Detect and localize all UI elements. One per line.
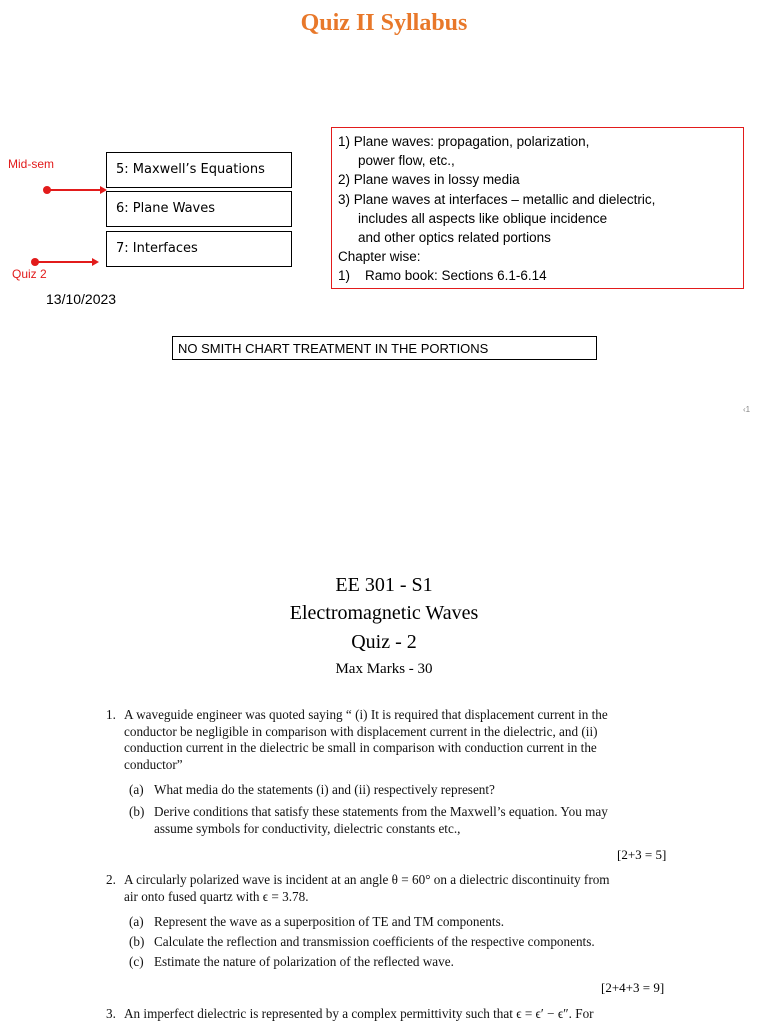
quiz2-arrow-line [37,261,93,263]
q1-line: conductor be negligible in comparison with displacement current in the dielectric, and (ii) [124,723,598,739]
q1b-text [154,804,684,837]
midsem-annotation: Mid-sem [8,157,55,171]
q2-marks: [2+4+3 = 9] [601,980,665,995]
q2b-text: Calculate the reflection and transmission coefficients of the respective components. [154,934,595,949]
date: 13/10/2023 [46,291,117,307]
topic-line: 1) Ramo book: Sections 6.1-6.14 [338,268,547,284]
q1-marks: [2+3 = 5] [617,847,667,862]
slide-title: Quiz II Syllabus [300,10,468,36]
q1-line: A waveguide engineer was quoted saying “ (i) It is required that displacement current in the [124,707,608,722]
q2-text [124,872,684,905]
q1a-label: (a) [129,782,144,797]
q2c-label: (c) [129,954,144,969]
quiz2-arrow-head [92,258,99,266]
midsem-arrow-line [49,189,101,191]
topic-line: Chapter wise: [338,249,421,265]
quiz-number: Quiz - 2 [351,631,417,653]
q2-number: 2. [106,872,116,887]
q3-text: An imperfect dielectric is represented by a complex permittivity such that ϵ = ϵ′ − ϵ″. For [124,1006,594,1021]
topic-line: 1) Plane waves: propagation, polarization, [338,134,590,149]
topic-line: 3) Plane waves at interfaces – metallic and dielectric, [338,191,656,207]
q2b-label: (b) [129,934,145,949]
q3-number: 3. [106,1006,116,1021]
quiz-max-marks: Max Marks - 30 [335,661,433,677]
topics-box [331,127,744,289]
q1b-line: assume symbols for conductivity, dielectric constants etc., [154,820,461,836]
quiz-subject: Electromagnetic Waves [289,602,479,624]
q1-line: conduction current in the dielectric be small in comparison with conduction current in the [124,740,597,755]
chapter-box-plane-waves: 6: Plane Waves [106,191,292,227]
q1a-text: What media do the statements (i) and (ii) respectively represent? [154,782,495,797]
topic-line: 2) Plane waves in lossy media [338,172,520,188]
q1-line: conductor” [124,756,183,772]
q2a-label: (a) [129,914,144,929]
quiz2-annotation: Quiz 2 [12,267,47,281]
chapter-box-interfaces: 7: Interfaces [106,231,292,267]
q1b-label: (b) [129,804,145,819]
topic-line: and other optics related portions [358,230,551,246]
q1-text [124,707,684,773]
slide-number: ‹1 [743,405,751,414]
q2a-text: Represent the wave as a superposition of TE and TM components. [154,914,505,929]
topic-line: power flow, etc., [358,153,455,169]
no-smith-chart-note: NO SMITH CHART TREATMENT IN THE PORTIONS [172,336,597,360]
quiz-course: EE 301 - S1 [335,574,433,596]
chapter-box-maxwell: 5: Maxwell’s Equations [106,152,292,188]
q1-number: 1. [106,707,116,722]
q2-line: air onto fused quartz with ϵ = 3.78. [124,888,309,904]
q1b-line: Derive conditions that satisfy these statements from the Maxwell’s equation. You may [154,804,608,819]
q2-line: A circularly polarized wave is incident at an angle θ = 60° on a dielectric discontinuity from [124,872,610,887]
topic-line: includes all aspects like oblique incidence [358,210,608,226]
q2c-text: Estimate the nature of polarization of the reflected wave. [154,954,454,969]
